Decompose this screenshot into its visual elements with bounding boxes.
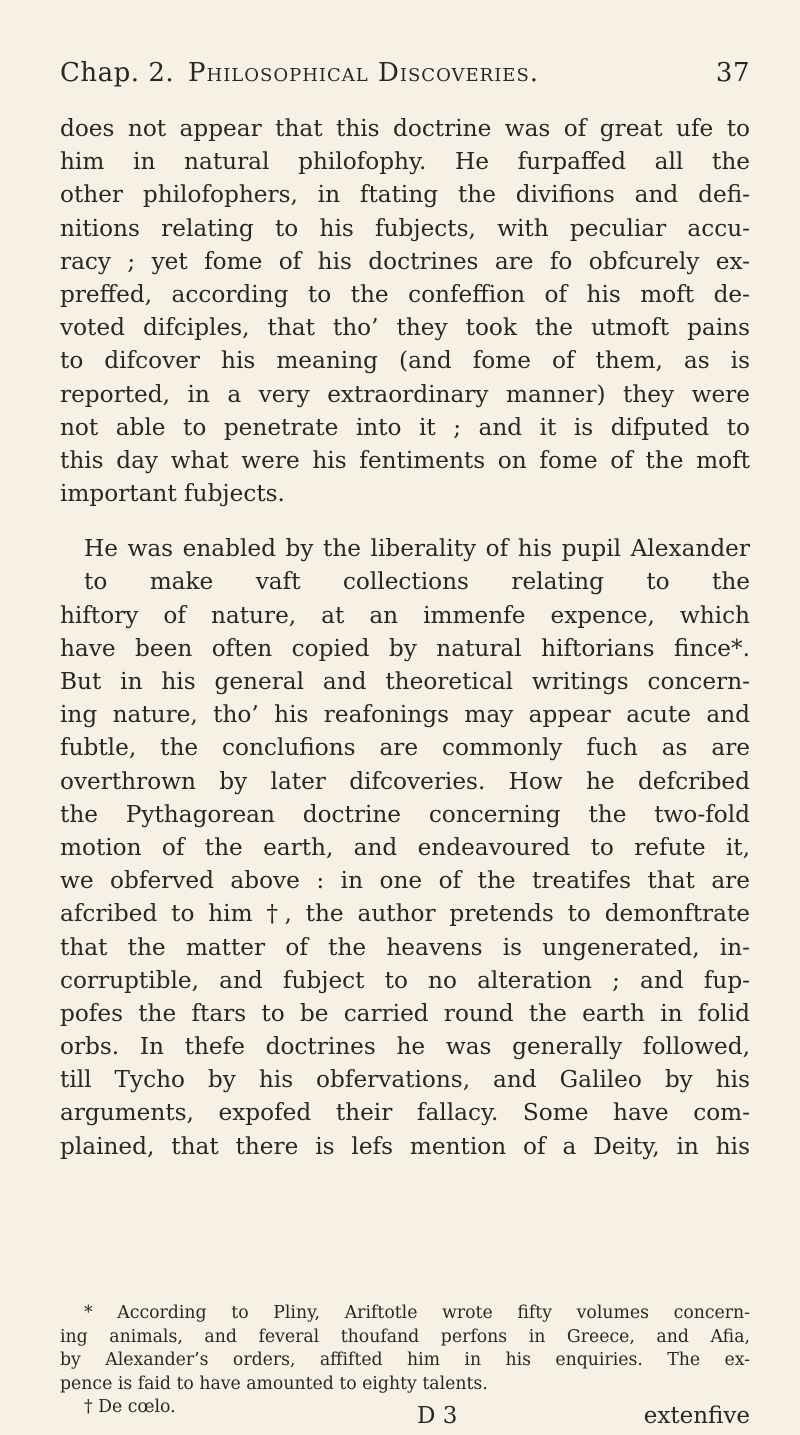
page-number: 37 — [715, 58, 750, 88]
footnote-line: ing animals, and feveral thoufand perfons in Greece, and Afia, — [60, 1326, 750, 1347]
text-line: fubtle, the conclufions are commonly fuch as are — [60, 734, 750, 762]
signature-mark: D 3 — [417, 1403, 458, 1429]
text-line: racy ; yet fome of his doctrines are fo obfcurely ex- — [60, 247, 750, 275]
page-footer — [60, 1403, 750, 1433]
body-text — [60, 112, 750, 1163]
text-line: overthrown by later difcoveries. How he defcribed — [60, 767, 750, 795]
text-line: voted difciples, that tho’ they took the utmoft pains — [60, 314, 750, 342]
text-line: important fubjects. — [60, 480, 285, 508]
chapter-label: Chap. 2. — [60, 58, 175, 88]
footnote-line: † De cœlo. — [84, 1397, 176, 1417]
text-line: ing nature, tho’ his reafonings may appear acute and — [60, 701, 750, 729]
text-line: hiftory of nature, at an immenfe expence, which — [60, 601, 750, 629]
text-line: arguments, expofed their fallacy. Some have com- — [60, 1099, 750, 1127]
footnote-line: * According to Pliny, Ariftotle wrote fifty volumes concern- — [84, 1303, 750, 1323]
footnote-line: pence is faid to have amounted to eighty talents. — [60, 1373, 488, 1394]
paragraph-gap — [60, 510, 750, 532]
text-line: afcribed to him †, the author pretends to demonftrate — [60, 900, 750, 928]
text-line: not able to penetrate into it ; and it is difputed to — [60, 413, 750, 441]
text-line: this day what were his fentiments on fome of the moft — [60, 446, 750, 474]
text-line: we obferved above : in one of the treatifes that are — [60, 867, 750, 895]
text-line: motion of the earth, and endeavoured to refute it, — [60, 833, 750, 861]
text-line: have been often copied by natural hiftorians fince*. — [60, 634, 750, 662]
text-line: pofes the ftars to be carried round the earth in folid — [60, 999, 750, 1027]
running-title: Philosophical Discoveries. — [188, 58, 540, 88]
text-line: other philofophers, in ftating the divifions and defi- — [60, 181, 750, 209]
text-line: corruptible, and fubject to no alteration ; and fup- — [60, 966, 750, 994]
footnotes — [60, 1302, 750, 1420]
text-line: But in his general and theoretical writings concern- — [60, 668, 750, 696]
text-line: him in natural philofophy. He furpaffed all the — [60, 148, 750, 176]
text-line: that the matter of the heavens is ungenerated, in- — [60, 933, 750, 961]
text-line: the Pythagorean doctrine concerning the two-fold — [60, 800, 750, 828]
footnote-line: by Alexander’s orders, affifted him in his enquiries. The ex- — [60, 1350, 750, 1370]
text-line: nitions relating to his fubjects, with peculiar accu- — [60, 214, 750, 242]
text-line: does not appear that this doctrine was of great ufe to — [60, 115, 750, 142]
text-line: till Tycho by his obfervations, and Galileo by his — [60, 1066, 750, 1094]
text-line: reported, in a very extraordinary manner) they were — [60, 380, 750, 408]
text-line: preffed, according to the confeffion of his moft de- — [60, 280, 750, 308]
text-line: plained, that there is lefs mention of a Deity, in his — [60, 1132, 750, 1160]
page-header — [60, 58, 750, 98]
text-line: He was enabled by the liberality of his pupil Alexander to make vaft collections relating to the — [84, 535, 750, 596]
text-line: orbs. In thefe doctrines he was generally followed, — [60, 1033, 750, 1061]
text-line: to difcover his meaning (and fome of them, as is — [60, 347, 750, 375]
catchword: extenfive — [643, 1403, 750, 1429]
